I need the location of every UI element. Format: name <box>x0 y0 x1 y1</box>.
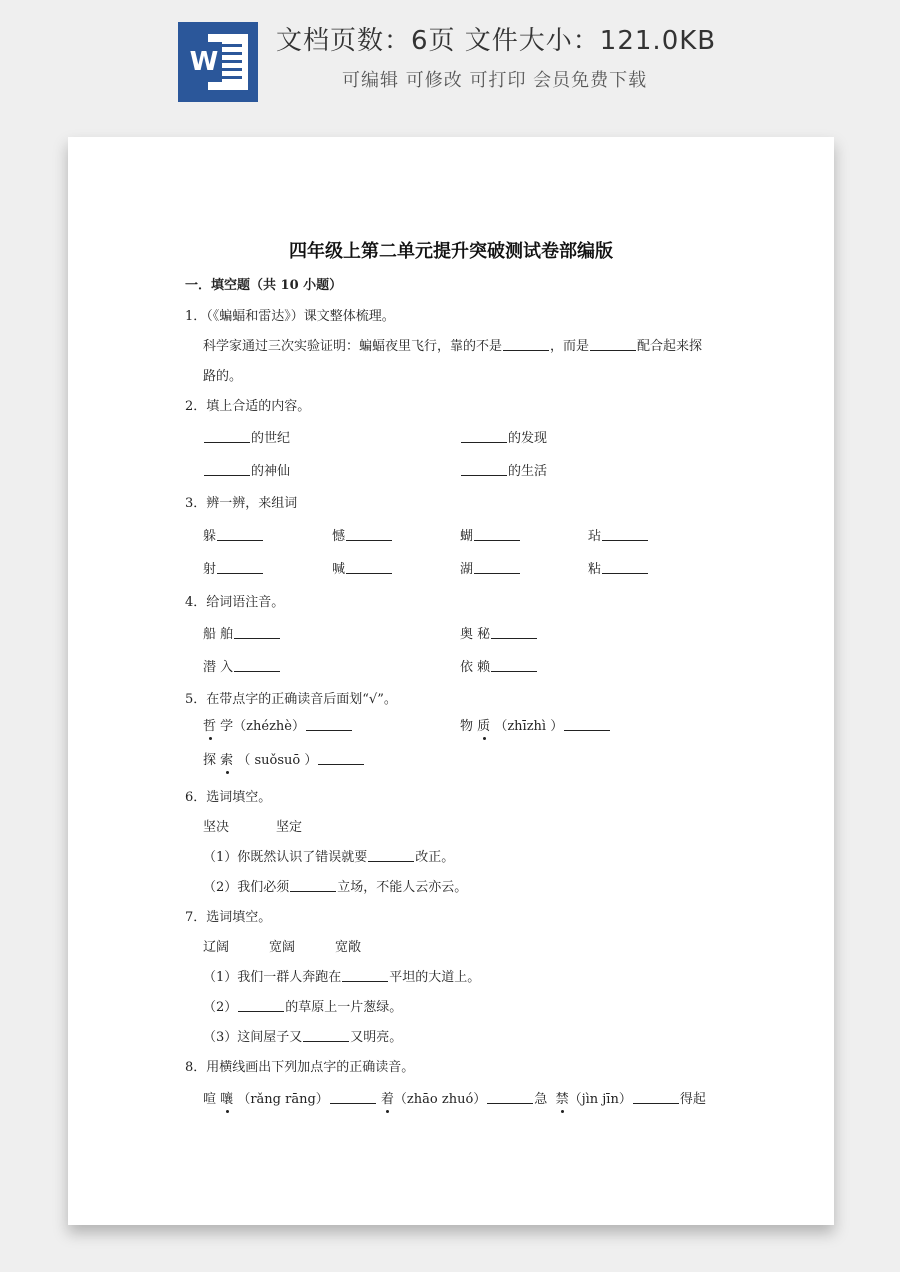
q2-item-text: 的世纪 <box>251 431 291 446</box>
q2-item <box>203 427 290 446</box>
banner-title: 文档页数：6页 文件大小：121.0KB <box>276 26 717 56</box>
q3-char: 躲 <box>203 529 217 544</box>
answer-blank[interactable] <box>461 441 507 443</box>
q8-pinyin: （jìn jīn） <box>568 1092 632 1107</box>
answer-blank[interactable] <box>602 572 648 574</box>
word-document-icon <box>178 22 258 102</box>
q8-stem: 8．用横线画出下列加点字的正确读音。 <box>185 1060 415 1075</box>
q8-dotted-char: 禁 <box>555 1092 569 1107</box>
q3-item <box>460 558 521 577</box>
answer-blank[interactable] <box>474 572 520 574</box>
q7-word-option: 宽敞 <box>335 940 362 955</box>
q3-char: 玷 <box>588 529 602 544</box>
answer-blank[interactable] <box>461 474 507 476</box>
q6-stem: 6．选词填空。 <box>185 790 272 805</box>
q1-line2: 路的。 <box>203 369 243 384</box>
q1-stem: 1．（《蝙蝠和雷达》）课文整体梳理。 <box>185 309 395 324</box>
answer-blank[interactable] <box>306 729 352 731</box>
q5-item <box>203 749 365 768</box>
answer-blank[interactable] <box>238 1010 284 1012</box>
q3-item <box>332 558 393 577</box>
answer-blank[interactable] <box>290 890 336 892</box>
q4-stem: 4．给词语注音。 <box>185 595 285 610</box>
q3-char: 射 <box>203 562 217 577</box>
q7-text: （1）我们一群人奔跑在 <box>203 970 342 985</box>
q4-word: 依 赖 <box>460 660 491 675</box>
q3-item <box>588 558 649 577</box>
q6-text: 改正。 <box>415 850 455 865</box>
answer-blank[interactable] <box>491 637 537 639</box>
q5-dotted-char: 哲 <box>203 719 217 734</box>
answer-blank[interactable] <box>217 539 263 541</box>
q2-item-text: 的生活 <box>508 464 548 479</box>
answer-blank[interactable] <box>503 349 549 351</box>
answer-blank[interactable] <box>217 572 263 574</box>
q3-char: 喊 <box>332 562 346 577</box>
q3-item <box>203 525 264 544</box>
q4-word: 潜 入 <box>203 660 234 675</box>
q4-item <box>460 623 538 642</box>
q6-text: （1）你既然认识了错误就要 <box>203 850 368 865</box>
answer-blank[interactable] <box>204 474 250 476</box>
answer-blank[interactable] <box>602 539 648 541</box>
q7-sentence <box>203 1026 402 1045</box>
q4-item <box>460 656 538 675</box>
word-icon-letter: W <box>186 42 222 82</box>
q5-stem: 5．在带点字的正确读音后面划“√”。 <box>185 692 397 707</box>
q8-line <box>203 1088 706 1107</box>
q4-item <box>203 656 281 675</box>
q7-text: 又明亮。 <box>350 1030 403 1045</box>
q8-char: 急 <box>534 1092 548 1107</box>
banner-subtitle: 可编辑 可修改 可打印 会员免费下载 <box>342 70 648 91</box>
q8-pinyin: （zhāo zhuó） <box>393 1092 487 1107</box>
q2-item-text: 的神仙 <box>251 464 291 479</box>
answer-blank[interactable] <box>487 1102 533 1104</box>
q7-text: （2） <box>203 1000 238 1015</box>
q7-sentence <box>203 996 402 1015</box>
q6-sentence <box>203 876 467 895</box>
q4-word: 船 舶 <box>203 627 234 642</box>
answer-blank[interactable] <box>303 1040 349 1042</box>
q6-text: 立场，不能人云亦云。 <box>337 880 468 895</box>
document-title: 四年级上第二单元提升突破测试卷部编版 <box>289 241 613 262</box>
q6-sentence <box>203 846 454 865</box>
q5-pinyin: （zhīzhì ） <box>494 719 564 734</box>
answer-blank[interactable] <box>342 980 388 982</box>
q5-dotted-char: 质 <box>477 719 491 734</box>
document-page <box>68 137 834 1225</box>
q7-word-option: 辽阔 <box>203 940 230 955</box>
q5-char: 物 <box>460 719 474 734</box>
q4-item <box>203 623 281 642</box>
q3-item <box>332 525 393 544</box>
q3-item <box>588 525 649 544</box>
q2-item <box>460 427 547 446</box>
q6-text: （2）我们必须 <box>203 880 290 895</box>
q3-char: 粘 <box>588 562 602 577</box>
q5-item <box>460 715 611 734</box>
q5-char: 探 <box>203 753 217 768</box>
q7-word-option: 宽阔 <box>269 940 296 955</box>
answer-blank[interactable] <box>330 1102 376 1104</box>
q7-text: 的草原上一片葱绿。 <box>285 1000 403 1015</box>
q1-text-a: 科学家通过三次实验证明：蝙蝠夜里飞行，靠的不是 <box>203 339 503 354</box>
q7-text: （3）这间屋子又 <box>203 1030 303 1045</box>
q1-text-c: 配合起来探 <box>637 339 703 354</box>
q8-dotted-char: 着 <box>380 1092 394 1107</box>
answer-blank[interactable] <box>346 539 392 541</box>
answer-blank[interactable] <box>633 1102 679 1104</box>
q3-char: 湖 <box>460 562 474 577</box>
answer-blank[interactable] <box>368 860 414 862</box>
q5-pinyin: （zhézhè） <box>233 719 306 734</box>
q2-stem: 2．填上合适的内容。 <box>185 399 311 414</box>
q7-text: 平坦的大道上。 <box>389 970 481 985</box>
q3-stem: 3．辨一辨，来组词 <box>185 496 298 511</box>
answer-blank[interactable] <box>234 670 280 672</box>
q6-word-option: 坚定 <box>276 820 303 835</box>
q3-item <box>460 525 521 544</box>
q5-dotted-char: 索 <box>220 753 234 768</box>
q2-item <box>460 460 547 479</box>
q8-char: 喧 <box>203 1092 217 1107</box>
q2-item-text: 的发现 <box>508 431 548 446</box>
header-banner <box>0 0 900 115</box>
answer-blank[interactable] <box>346 572 392 574</box>
q6-word-option: 坚决 <box>203 820 230 835</box>
answer-blank[interactable] <box>234 637 280 639</box>
q8-pinyin: （rǎng rāng） <box>237 1092 329 1107</box>
answer-blank[interactable] <box>590 349 636 351</box>
answer-blank[interactable] <box>318 763 364 765</box>
q8-dotted-char: 嚷 <box>220 1092 234 1107</box>
answer-blank[interactable] <box>491 670 537 672</box>
answer-blank[interactable] <box>474 539 520 541</box>
q5-item <box>203 715 353 734</box>
section-heading: 一．填空题（共 10 小题） <box>185 278 343 293</box>
q1-text-b: ，而是 <box>550 339 590 354</box>
q5-char: 学 <box>220 719 234 734</box>
q1-line1 <box>203 335 702 354</box>
q3-item <box>203 558 264 577</box>
answer-blank[interactable] <box>204 441 250 443</box>
q7-stem: 7．选词填空。 <box>185 910 272 925</box>
q5-pinyin: （ suǒsuō ） <box>237 753 318 768</box>
q3-char: 蝴 <box>460 529 474 544</box>
q8-text: 得起 <box>679 1092 706 1107</box>
q3-char: 憾 <box>332 529 346 544</box>
q4-word: 奥 秘 <box>460 627 491 642</box>
answer-blank[interactable] <box>564 729 610 731</box>
q2-item <box>203 460 290 479</box>
q7-sentence <box>203 966 480 985</box>
